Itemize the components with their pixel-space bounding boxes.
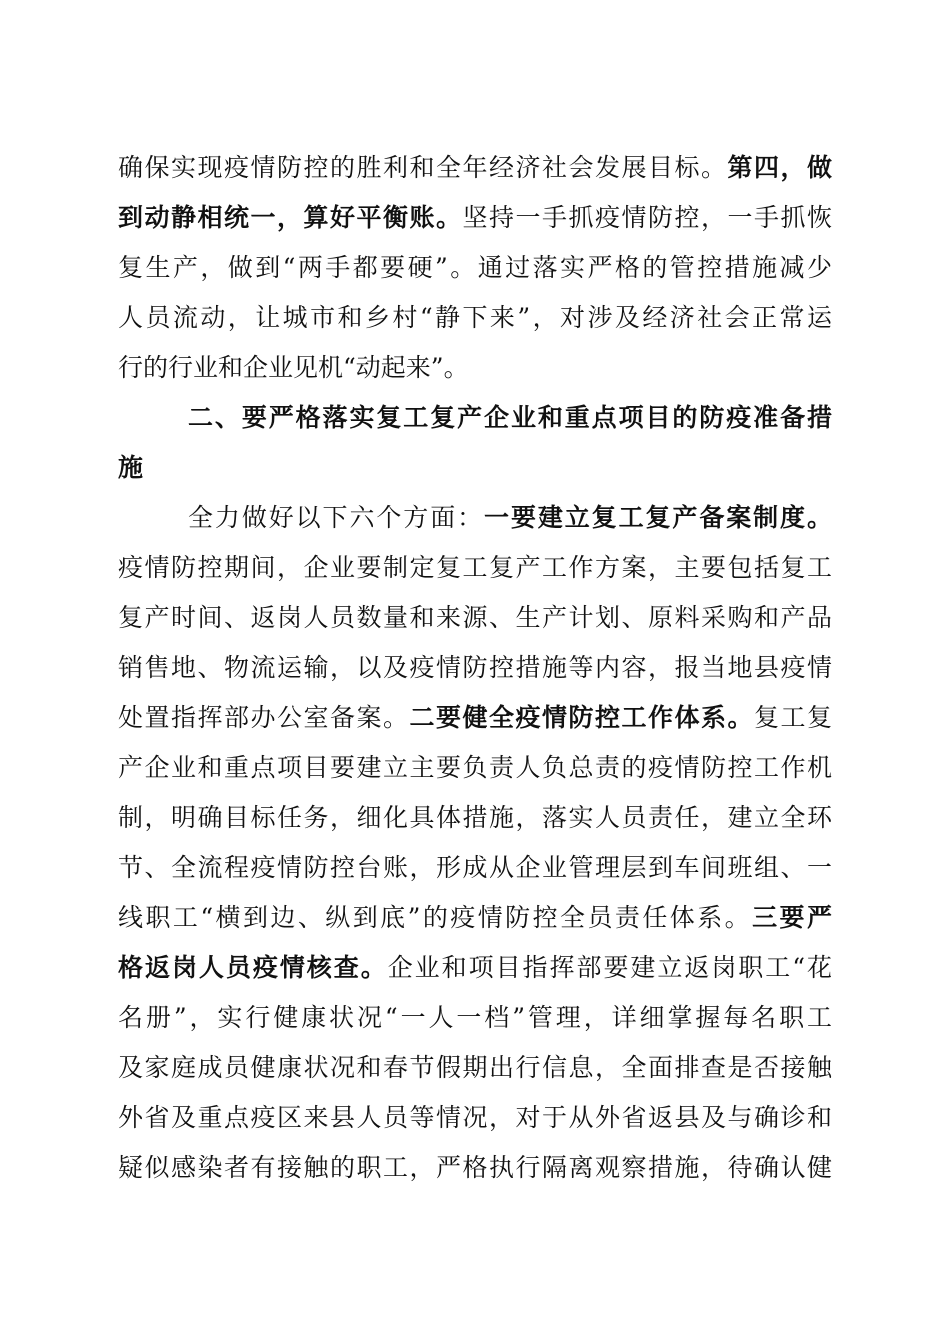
text-line: 节、全流程疫情防控台账，形成从企业管理层到车间班组、一 [118,853,832,882]
text-line: 制，明确目标任务，细化具体措施，落实人员责任，建立全环 [118,803,832,832]
text-run: 全力做好以下六个方面： [188,503,485,532]
bold-text-run: 三要严 [752,903,832,932]
text-line: 及家庭成员健康状况和春节假期出行信息，全面排查是否接触 [118,1053,832,1082]
text-line: 销售地、物流运输，以及疫情防控措施等内容，报当地县疫情 [118,653,832,682]
text-run: 企业和项目指挥部要建立返岗职工“花 [387,953,832,982]
text-run: 复工复 [753,703,832,732]
bold-text-run: 格返岗人员疫情核查。 [118,953,388,982]
text-line [188,498,832,538]
text-line: 外省及重点疫区来县人员等情况，对于从外省返县及与确诊和 [118,1103,832,1132]
text-line: 名册”，实行健康状况“一人一档”管理，详细掌握每名职工 [118,1003,832,1032]
text-line: 复产时间、返岗人员数量和来源、生产计划、原料采购和产品 [118,603,832,632]
text-run: 确保实现疫情防控的胜利和全年经济社会发展目标。 [118,153,728,182]
text-line [118,698,832,738]
text-line [118,198,832,238]
text-line [118,148,832,188]
text-line [118,898,832,938]
text-line [118,948,832,988]
text-line: 复生产，做到“两手都要硬”。通过落实严格的管控措施减少 [118,253,832,282]
text-run: 处置指挥部办公室备案。 [118,703,410,732]
section-heading-line: 二、要严格落实复工复产企业和重点项目的防疫准备措 [188,403,832,432]
bold-text-run: 第四，做 [727,153,832,182]
bold-text-run: 一要建立复工复产备案制度。 [484,503,832,532]
text-line: 人员流动，让城市和乡村“静下来”，对涉及经济社会正常运 [118,303,832,332]
text-line: 疑似感染者有接触的职工，严格执行隔离观察措施，待确认健 [118,1153,832,1182]
text-run: 线职工“横到边、纵到底”的疫情防控全员责任体系。 [118,903,753,932]
text-run: 坚持一手抓疫情防控，一手抓恢 [462,203,832,232]
section-heading-line: 施 [118,453,144,482]
text-line: 行的行业和企业见机“动起来”。 [118,353,469,382]
text-line: 疫情防控期间，企业要制定复工复产工作方案，主要包括复工 [118,553,832,582]
text-line: 产企业和重点项目要建立主要负责人负总责的疫情防控工作机 [118,753,832,782]
bold-text-run: 二要健全疫情防控工作体系。 [409,703,754,732]
bold-text-run: 到动静相统一，算好平衡账。 [118,203,463,232]
